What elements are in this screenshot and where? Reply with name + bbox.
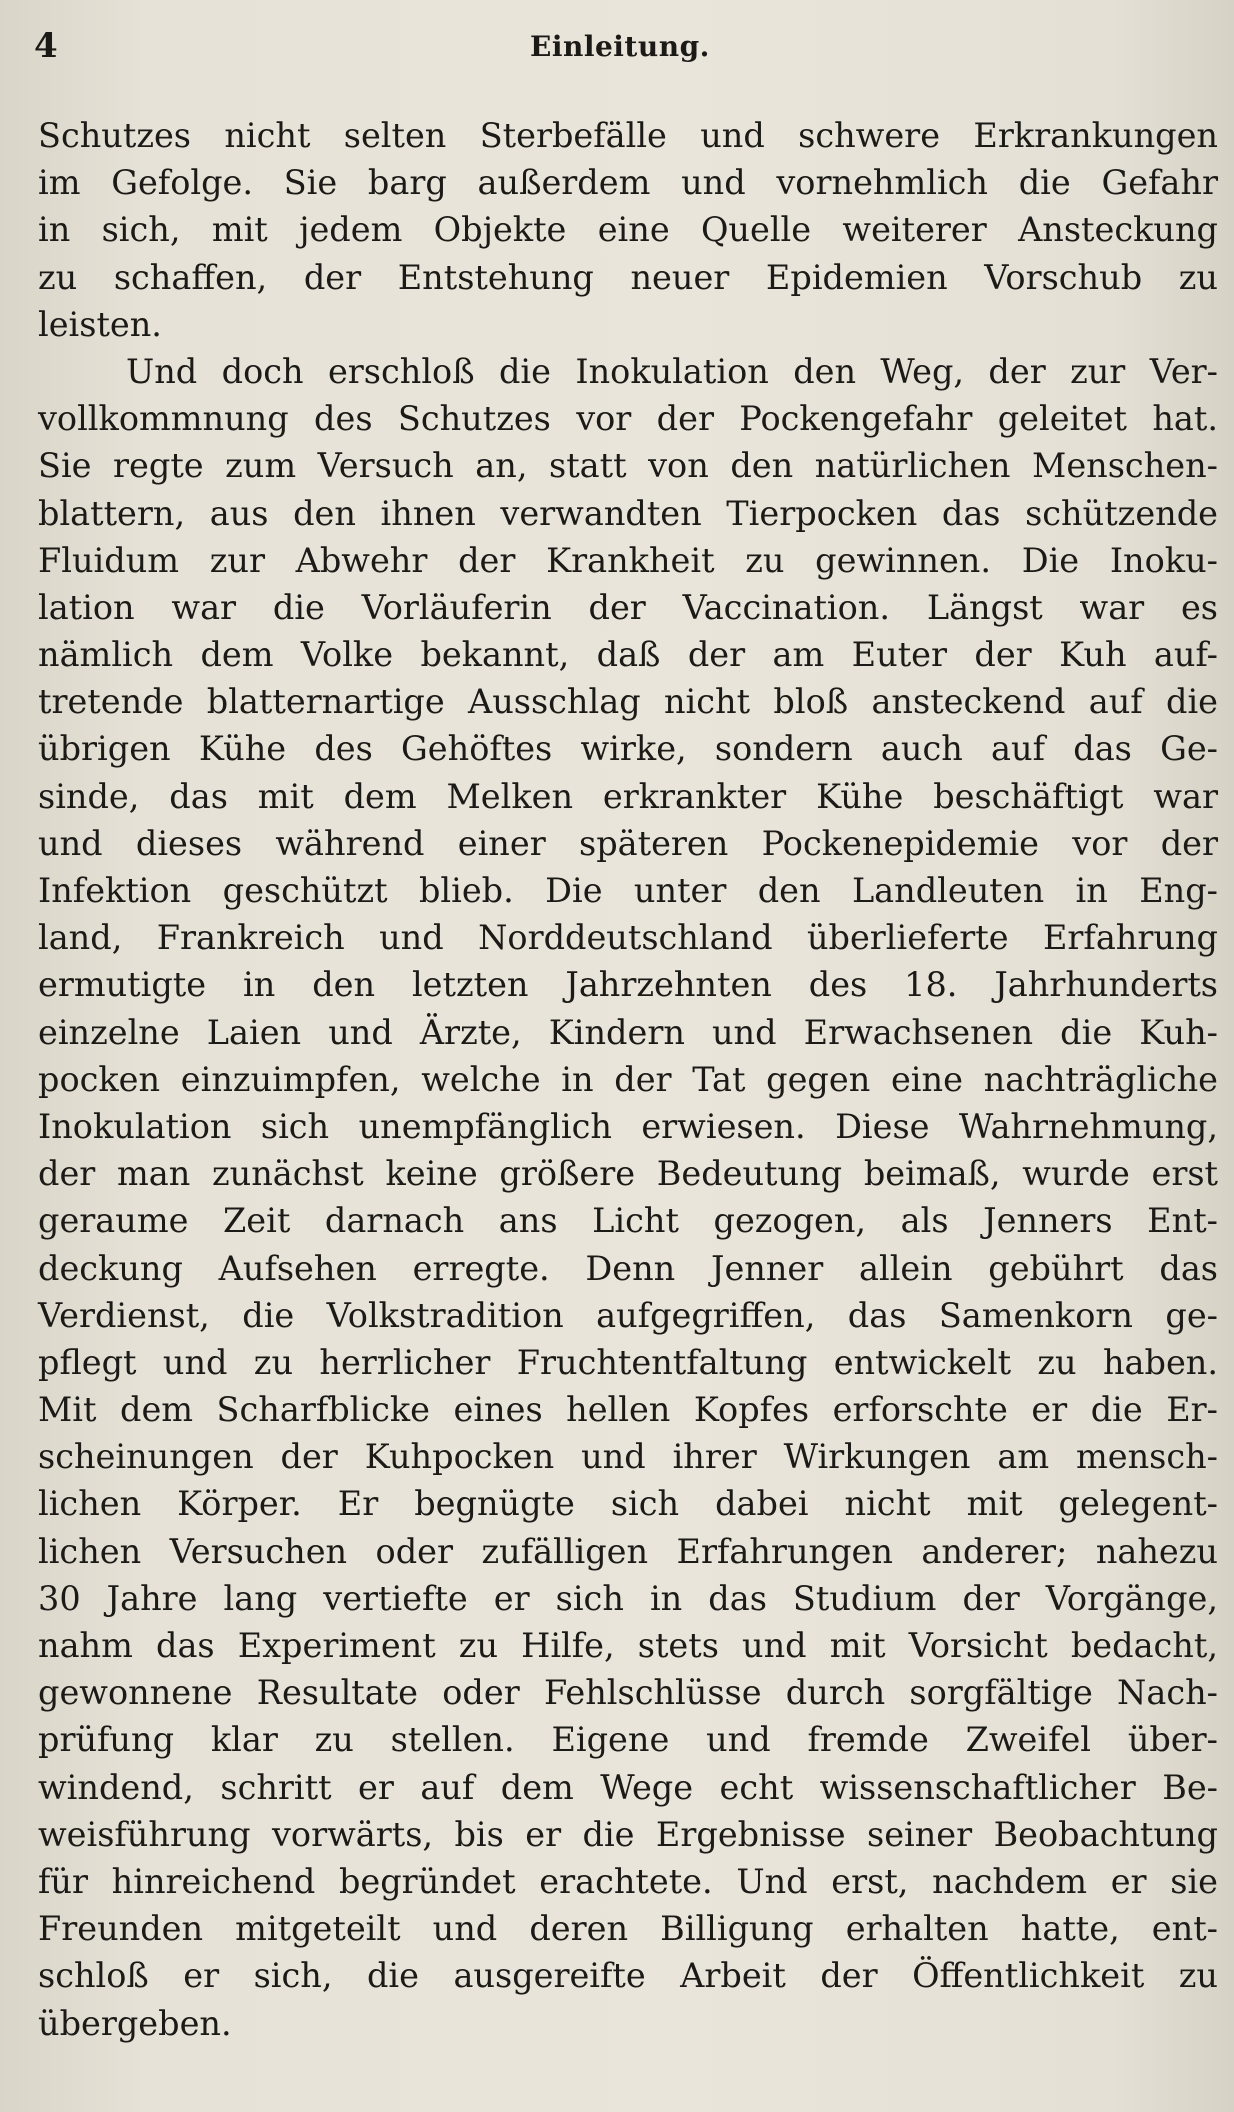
- text-line: prüfung klar zu stellen. Eigene und fremde Zweifel über-: [38, 1720, 1218, 1760]
- page-header: [34, 26, 1234, 66]
- text-line: der man zunächst keine größere Bedeutung beimaß, wurde erst: [38, 1154, 1218, 1194]
- text-line: Sie regte zum Versuch an, statt von den natürlichen Menschen-: [38, 446, 1218, 486]
- text-line: windend, schritt er auf dem Wege echt wissenschaftlicher Be-: [38, 1767, 1218, 1807]
- text-line: scheinungen der Kuhpocken und ihrer Wirkungen am mensch-: [38, 1437, 1218, 1477]
- text-line: zu schaffen, der Entstehung neuer Epidemien Vorschub zu: [38, 257, 1218, 297]
- text-line: geraume Zeit darnach ans Licht gezogen, als Jenners Ent-: [38, 1201, 1218, 1241]
- text-line: nahm das Experiment zu Hilfe, stets und mit Vorsicht bedacht,: [38, 1626, 1218, 1665]
- text-line: Freunden mitgeteilt und deren Billigung erhalten hatte, ent-: [38, 1909, 1218, 1949]
- text-line: Mit dem Scharfblicke eines hellen Kopfes erforschte er die Er-: [38, 1390, 1218, 1430]
- text-line: lation war die Vorläuferin der Vaccination. Längst war es: [38, 587, 1218, 627]
- text-line: im Gefolge. Sie barg außerdem und vornehmlich die Gefahr: [38, 163, 1218, 203]
- text-line: Und doch erschloß die Inokulation den Weg, der zur Ver-: [126, 351, 1218, 391]
- text-line: Verdienst, die Volkstradition aufgegriffen, das Samenkorn ge-: [38, 1295, 1218, 1335]
- text-line: und dieses während einer späteren Pockenepidemie vor der: [38, 823, 1218, 863]
- text-line: für hinreichend begründet erachtete. Und erst, nachdem er sie: [38, 1861, 1218, 1901]
- text-line: sinde, das mit dem Melken erkrankter Kühe beschäftigt war: [38, 776, 1218, 816]
- text-line: ermutigte in den letzten Jahrzehnten des 18. Jahrhunderts: [38, 965, 1218, 1005]
- text-line: pocken einzuimpfen, welche in der Tat gegen eine nachträgliche: [38, 1059, 1218, 1099]
- text-line: gewonnene Resultate oder Fehlschlüsse durch sorgfältige Nach-: [38, 1673, 1218, 1713]
- text-line: Fluidum zur Abwehr der Krankheit zu gewinnen. Die Inoku-: [38, 540, 1218, 580]
- text-line: weisführung vorwärts, bis er die Ergebnisse seiner Beobachtung: [38, 1814, 1218, 1854]
- text-line: deckung Aufsehen erregte. Denn Jenner allein gebührt das: [38, 1248, 1218, 1288]
- text-line: nämlich dem Volke bekannt, daß der am Euter der Kuh auf-: [38, 635, 1218, 675]
- text-line: in sich, mit jedem Objekte eine Quelle weiterer Ansteckung: [38, 210, 1218, 250]
- text-line: leisten.: [38, 304, 162, 344]
- text-line: pflegt und zu herrlicher Fruchtentfaltung entwickelt zu haben.: [38, 1342, 1218, 1382]
- page-number: 4: [34, 26, 58, 66]
- text-line: übergeben.: [38, 2003, 232, 2043]
- text-line: vollkommnung des Schutzes vor der Pockengefahr geleitet hat.: [38, 399, 1218, 439]
- text-line: übrigen Kühe des Gehöftes wirke, sondern auch auf das Ge-: [38, 729, 1218, 769]
- text-line: Schutzes nicht selten Sterbefälle und schwere Erkrankungen: [38, 116, 1218, 155]
- text-line: blattern, aus den ihnen verwandten Tierpocken das schützende: [38, 493, 1218, 533]
- text-line: 30 Jahre lang vertiefte er sich in das Studium der Vorgänge,: [38, 1578, 1218, 1618]
- running-head: Einleitung.: [530, 30, 710, 63]
- text-line: Infektion geschützt blieb. Die unter den Landleuten in Eng-: [38, 871, 1218, 910]
- text-line: einzelne Laien und Ärzte, Kindern und Erwachsenen die Kuh-: [38, 1012, 1218, 1052]
- text-line: Inokulation sich unempfänglich erwiesen. Diese Wahrnehmung,: [38, 1106, 1218, 1146]
- text-line: tretende blatternartige Ausschlag nicht bloß ansteckend auf die: [38, 682, 1218, 722]
- text-line: schloß er sich, die ausgereifte Arbeit der Öffentlichkeit zu: [38, 1956, 1218, 1996]
- text-line: lichen Versuchen oder zufälligen Erfahrungen anderer; nahezu: [38, 1531, 1218, 1571]
- text-line: lichen Körper. Er begnügte sich dabei nicht mit gelegent-: [38, 1484, 1218, 1524]
- text-line: land, Frankreich und Norddeutschland überlieferte Erfahrung: [38, 918, 1218, 958]
- body-text: [38, 112, 1218, 2047]
